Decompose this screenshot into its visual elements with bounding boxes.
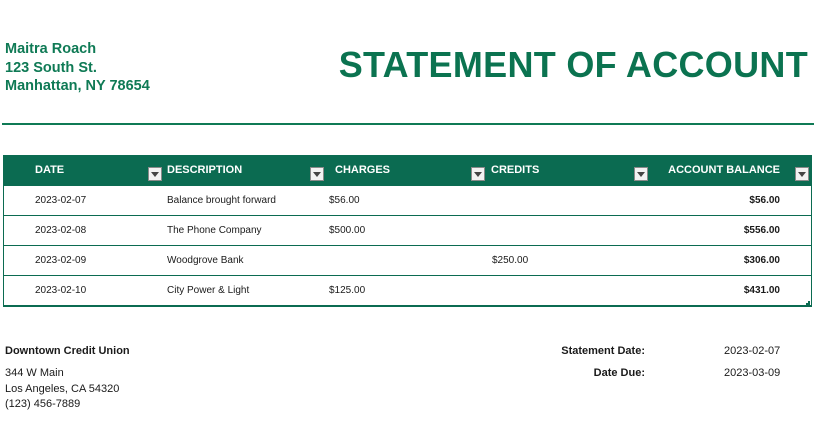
column-balance xyxy=(651,155,812,186)
column-credits-label: CREDITS xyxy=(491,164,540,176)
cell-charges: $125.00 xyxy=(329,285,366,296)
cell-balance: $306.00 xyxy=(743,255,780,266)
column-credits xyxy=(489,155,651,186)
sender-address xyxy=(5,40,150,96)
cell-description: Woodgrove Bank xyxy=(167,255,244,266)
chevron-down-icon xyxy=(474,172,482,177)
table-body xyxy=(3,186,812,307)
filter-dropdown-balance[interactable] xyxy=(795,167,809,181)
due-date-value: 2023-03-09 xyxy=(724,367,781,379)
cell-charges: $56.00 xyxy=(329,195,360,206)
due-date-label: Date Due: xyxy=(593,367,645,379)
bank-name: Downtown Credit Union xyxy=(5,345,130,357)
cell-description: Balance brought forward xyxy=(167,195,276,206)
statement-table xyxy=(3,155,812,307)
chevron-down-icon xyxy=(798,172,806,177)
chevron-down-icon xyxy=(151,172,159,177)
filter-dropdown-credits[interactable] xyxy=(634,167,648,181)
cell-charges: $500.00 xyxy=(329,225,366,236)
chevron-down-icon xyxy=(637,172,645,177)
sender-address-line2: Manhattan, NY 78654 xyxy=(5,78,150,94)
table-header xyxy=(3,155,812,186)
table-row[interactable] xyxy=(4,276,811,306)
cell-date: 2023-02-07 xyxy=(35,195,87,206)
sender-name: Maitra Roach xyxy=(5,41,97,57)
bank-address-line2: Los Angeles, CA 54320 xyxy=(5,382,120,395)
table-row[interactable] xyxy=(4,186,811,216)
cell-description: City Power & Light xyxy=(167,285,250,296)
column-balance-label: ACCOUNT BALANCE xyxy=(668,164,780,176)
filter-dropdown-description[interactable] xyxy=(310,167,324,181)
statement-date-value: 2023-02-07 xyxy=(724,345,781,357)
column-description-label: DESCRIPTION xyxy=(167,164,243,176)
bank-address-line1: 344 W Main xyxy=(5,367,64,379)
cell-date: 2023-02-08 xyxy=(35,225,87,236)
header-divider xyxy=(2,123,814,125)
cell-balance: $556.00 xyxy=(743,225,780,236)
column-charges xyxy=(329,155,489,186)
table-resize-handle[interactable] xyxy=(806,301,810,305)
cell-credits: $250.00 xyxy=(492,255,529,266)
statement-date-label: Statement Date: xyxy=(561,345,645,357)
column-date xyxy=(3,155,165,186)
cell-balance: $56.00 xyxy=(749,195,780,206)
cell-balance: $431.00 xyxy=(743,285,780,296)
page-title: STATEMENT OF ACCOUNT xyxy=(338,44,808,85)
sender-address-line1: 123 South St. xyxy=(5,59,97,76)
cell-description: The Phone Company xyxy=(167,225,262,236)
column-description xyxy=(165,155,329,186)
cell-date: 2023-02-10 xyxy=(35,285,87,296)
table-row[interactable] xyxy=(4,216,811,246)
filter-dropdown-date[interactable] xyxy=(148,167,162,181)
bank-phone: (123) 456-7889 xyxy=(5,398,81,410)
filter-dropdown-charges[interactable] xyxy=(471,167,485,181)
column-date-label: DATE xyxy=(35,164,65,176)
bank-address xyxy=(5,345,130,413)
column-charges-label: CHARGES xyxy=(335,164,391,176)
table-row[interactable] xyxy=(4,246,811,276)
cell-date: 2023-02-09 xyxy=(35,255,87,266)
chevron-down-icon xyxy=(313,172,321,177)
